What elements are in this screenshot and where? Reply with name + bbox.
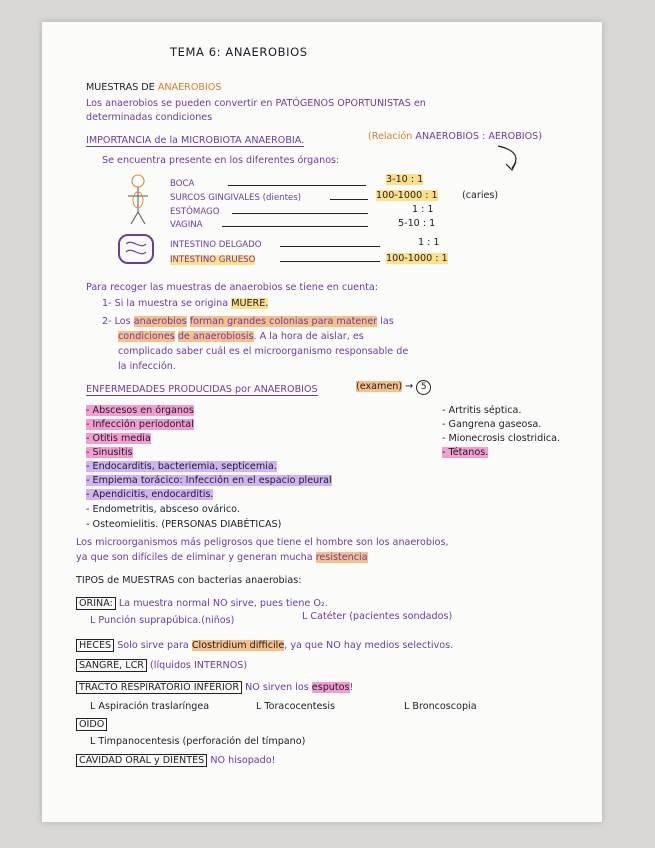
disease-left-2-text: - Otitis media	[86, 433, 151, 444]
recoger-p2-a: 2- Los	[102, 316, 131, 327]
tracto-label: TRACTO RESPIRATORIO INFERIOR	[76, 681, 242, 694]
recoger-point2-line3: complicado saber cuál es el microorganismo responsable de	[118, 346, 409, 357]
recoger-p2-d: las	[380, 316, 394, 327]
enfermedades-heading: ENFERMEDADES PRODUCIDAS por ANAEROBIOS	[86, 384, 318, 395]
tipos-heading: TIPOS de MUESTRAS con bacterias anaerobias:	[76, 575, 302, 586]
tracto-row	[76, 682, 353, 693]
organ-vagina: VAGINA	[170, 220, 203, 230]
sangre-label: SANGRE, LCR	[76, 659, 147, 672]
recoger-p2-g: . A la hora de aislar, es	[253, 331, 364, 342]
arrow-right-icon: →	[405, 381, 414, 392]
importancia-note	[368, 131, 542, 142]
exam-number: 5	[416, 380, 431, 395]
cavidad-text: NO hisopado!	[210, 755, 276, 766]
disease-left-4-text: - Endocarditis, bacteriemia, septicemia.	[86, 461, 277, 472]
intestine-icon	[116, 232, 156, 266]
leader-line	[280, 246, 380, 247]
orina-sub1: L Punción suprapúbica.(niños)	[90, 615, 235, 626]
ratio-surcos	[376, 190, 438, 201]
tracto-a: NO sirven los	[245, 682, 309, 693]
sangre-row	[76, 660, 247, 671]
peligrosos-line2-b: resistencia	[315, 552, 368, 563]
organ-intestino-grueso	[170, 256, 255, 266]
oido-label: OÍDO	[76, 718, 107, 731]
recoger-p2-e: condiciones	[118, 331, 175, 342]
cavidad-label: CAVIDAD ORAL y DIENTES	[76, 754, 207, 767]
ratio-estomago: 1 : 1	[412, 204, 434, 215]
heces-c: , ya que NO hay medios selectivos.	[284, 640, 454, 651]
disease-right-0: - Artritis séptica.	[442, 405, 522, 416]
orina-label: ORINA:	[76, 597, 116, 610]
disease-left-5-text: - Empiema torácico: Infección en el espacio pleural	[86, 475, 332, 486]
recoger-point1	[102, 298, 268, 309]
importancia-note-b: ANAEROBIOS : AEROBIOS)	[415, 131, 542, 142]
tracto-c: !	[349, 682, 354, 693]
peligrosos-line2-a: ya que son difíciles de eliminar y generan mucha	[76, 552, 313, 563]
muestras-heading	[86, 82, 221, 93]
page-title: TEMA 6: ANAEROBIOS	[170, 45, 308, 59]
disease-left-0	[86, 405, 194, 416]
orina-row	[76, 598, 328, 609]
leader-line	[222, 226, 368, 227]
disease-left-0-text: - Abscesos en órganos	[86, 405, 194, 416]
recoger-point1-b: MUERE.	[231, 298, 269, 309]
recoger-point2-line4: la infección.	[118, 361, 176, 372]
tracto-sub2: L Toracocentesis	[256, 701, 336, 712]
heces-row	[76, 640, 453, 651]
tracto-sub3: L Broncoscopia	[404, 701, 477, 712]
heces-label: HECES	[76, 639, 114, 652]
sangre-text: (líquidos INTERNOS)	[150, 660, 248, 671]
ratio-intestino-delgado: 1 : 1	[418, 237, 440, 248]
disease-right-1: - Gangrena gaseosa.	[442, 419, 542, 430]
recoger-intro: Para recoger las muestras de anaerobios se tiene en cuenta:	[86, 282, 379, 293]
recoger-p2-c: forman grandes colonias para matener	[189, 316, 378, 327]
muestras-heading-a: MUESTRAS DE	[86, 82, 155, 93]
cavidad-row	[76, 755, 275, 766]
muestras-line2: determinadas condiciones	[86, 112, 213, 123]
recoger-point2-line1	[102, 316, 394, 327]
exam-label: (examen)	[356, 381, 403, 392]
ratio-intestino-grueso-value: 100-1000 : 1	[386, 253, 448, 264]
organ-boca: BOCA	[170, 179, 195, 189]
disease-left-3	[86, 447, 133, 458]
orina-sub2: L Catéter (pacientes sondados)	[302, 611, 453, 622]
heces-a: Solo sirve para	[117, 640, 189, 651]
disease-left-2	[86, 433, 151, 444]
curved-arrow-icon	[494, 144, 524, 174]
disease-left-7: - Endometritis, absceso ovárico.	[86, 504, 240, 515]
leader-line	[228, 185, 366, 186]
disease-left-6	[86, 489, 213, 500]
recoger-point2-line2	[118, 331, 364, 342]
peligrosos-line2	[76, 552, 368, 563]
notebook-page	[42, 22, 602, 822]
disease-left-1	[86, 419, 194, 430]
disease-right-3	[442, 447, 488, 458]
organ-surcos: SURCOS GINGIVALES (dientes)	[170, 193, 302, 203]
tracto-b: esputos	[311, 682, 350, 693]
ratio-surcos-value: 100-1000 : 1	[376, 190, 438, 201]
leader-line	[330, 199, 368, 200]
disease-left-4	[86, 461, 277, 472]
body-figure-icon	[122, 174, 154, 226]
ratio-boca	[386, 174, 423, 185]
disease-left-5	[86, 475, 332, 486]
leader-line	[280, 261, 380, 262]
organ-estomago: ESTÓMAGO	[170, 207, 220, 217]
disease-right-2: - Mionecrosis clostridica.	[442, 433, 561, 444]
disease-left-1-text: - Infección periodontal	[86, 419, 194, 430]
importancia-note-a: (Relación	[368, 131, 413, 142]
orina-text: La muestra normal NO sirve, pues tiene O₂.	[118, 598, 328, 609]
muestras-line1: Los anaerobios se pueden convertir en PATÓGENOS OPORTUNISTAS en	[86, 98, 426, 109]
ratio-intestino-grueso	[386, 253, 448, 264]
disease-left-6-text: - Apendicitis, endocarditis.	[86, 489, 214, 500]
oido-sub: L Timpanocentesis (perforación del tímpano)	[90, 736, 306, 747]
ratio-vagina: 5-10 : 1	[398, 218, 436, 229]
importancia-intro: Se encuentra presente en los diferentes órganos:	[102, 155, 340, 166]
tracto-sub1: L Aspiración traslaríngea	[90, 701, 210, 712]
muestras-heading-b: ANAEROBIOS	[157, 82, 222, 93]
disease-left-3-text: - Sinusitis	[86, 447, 133, 458]
disease-right-3-text: - Tétanos.	[442, 447, 489, 458]
disease-left-8: - Osteomielitis. (PERSONAS DIABÉTICAS)	[86, 519, 282, 530]
recoger-p2-b: anaerobios	[133, 316, 187, 327]
peligrosos-line1: Los microorganismos más peligrosos que tiene el hombre son los anaerobios,	[76, 537, 449, 548]
ratio-surcos-note: (caries)	[462, 190, 499, 201]
heces-b: Clostridium difficile	[191, 640, 285, 651]
organ-intestino-grueso-text: INTESTINO GRUESO	[170, 255, 256, 265]
oido-row	[76, 719, 107, 730]
recoger-p2-f: de anaerobiosis	[177, 331, 254, 342]
recoger-point1-a: 1- Si la muestra se origina	[102, 298, 229, 309]
importancia-heading: IMPORTANCIA de la MICROBIOTA ANAEROBIA.	[86, 135, 305, 146]
organ-intestino-delgado: INTESTINO DELGADO	[170, 240, 262, 250]
enfermedades-exam	[356, 380, 431, 395]
ratio-boca-value: 3-10 : 1	[386, 174, 424, 185]
leader-line	[232, 213, 368, 214]
